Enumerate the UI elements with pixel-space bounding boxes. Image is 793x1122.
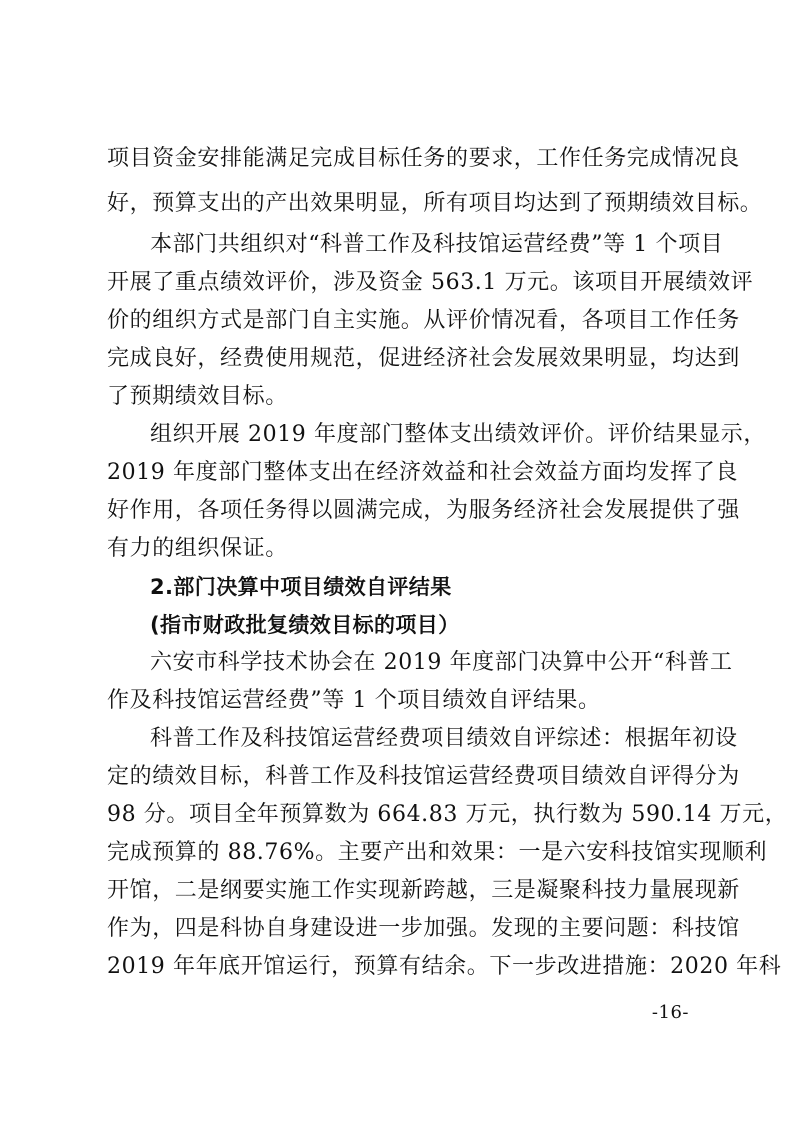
paragraph-line: 项目资金安排能满足完成目标任务的要求，工作任务完成情况良: [107, 146, 740, 171]
paragraph-line: 好作用，各项任务得以圆满完成，为服务经济社会发展提供了强: [107, 498, 740, 523]
paragraph-line: 作为，四是科协自身建设进一步加强。发现的主要问题：科技馆: [107, 916, 740, 941]
paragraph-line: 完成良好，经费使用规范，促进经济社会发展效果明显，均达到: [107, 346, 740, 371]
paragraph-line: 完成预算的 88.76%。主要产出和效果：一是六安科技馆实现顺利: [107, 840, 768, 865]
paragraph-line: 六安市科学技术协会在 2019 年度部门决算中公开“科普工: [150, 650, 733, 675]
page-number: -16-: [651, 1002, 689, 1023]
paragraph-line: 定的绩效目标，科普工作及科技馆运营经费项目绩效自评得分为: [107, 764, 740, 789]
paragraph-line: 98 分。项目全年预算数为 664.83 万元，执行数为 590.14 万元，: [107, 802, 788, 827]
paragraph-line: 价的组织方式是部门自主实施。从评价情况看，各项目工作任务: [107, 308, 740, 333]
paragraph-line: 好，预算支出的产出效果明显，所有项目均达到了预期绩效目标。: [107, 191, 763, 216]
paragraph-line: 科普工作及科技馆运营经费项目绩效自评综述：根据年初设: [150, 726, 738, 751]
paragraph-line: 开馆，二是纲要实施工作实现新跨越，三是凝聚科技力量展现新: [107, 878, 740, 903]
paragraph-line: 本部门共组织对“科普工作及科技馆运营经费”等 1 个项目: [150, 232, 724, 257]
paragraph-line: 2019 年年底开馆运行，预算有结余。下一步改进措施：2020 年科: [107, 954, 782, 979]
section-subheading: (指市财政批复绩效目标的项目）: [150, 613, 460, 637]
paragraph-line: 作及科技馆运营经费”等 1 个项目绩效自评结果。: [107, 688, 601, 713]
paragraph-line: 2019 年度部门整体支出在经济效益和社会效益方面均发挥了良: [107, 460, 738, 485]
paragraph-line: 开展了重点绩效评价，涉及资金 563.1 万元。该项目开展绩效评: [107, 270, 754, 295]
paragraph-line: 组织开展 2019 年度部门整体支出绩效评价。评价结果显示，: [150, 422, 766, 447]
paragraph-line: 有力的组织保证。: [107, 536, 288, 561]
section-heading: 2.部门决算中项目绩效自评结果: [150, 575, 452, 599]
paragraph-line: 了预期绩效目标。: [107, 384, 288, 409]
